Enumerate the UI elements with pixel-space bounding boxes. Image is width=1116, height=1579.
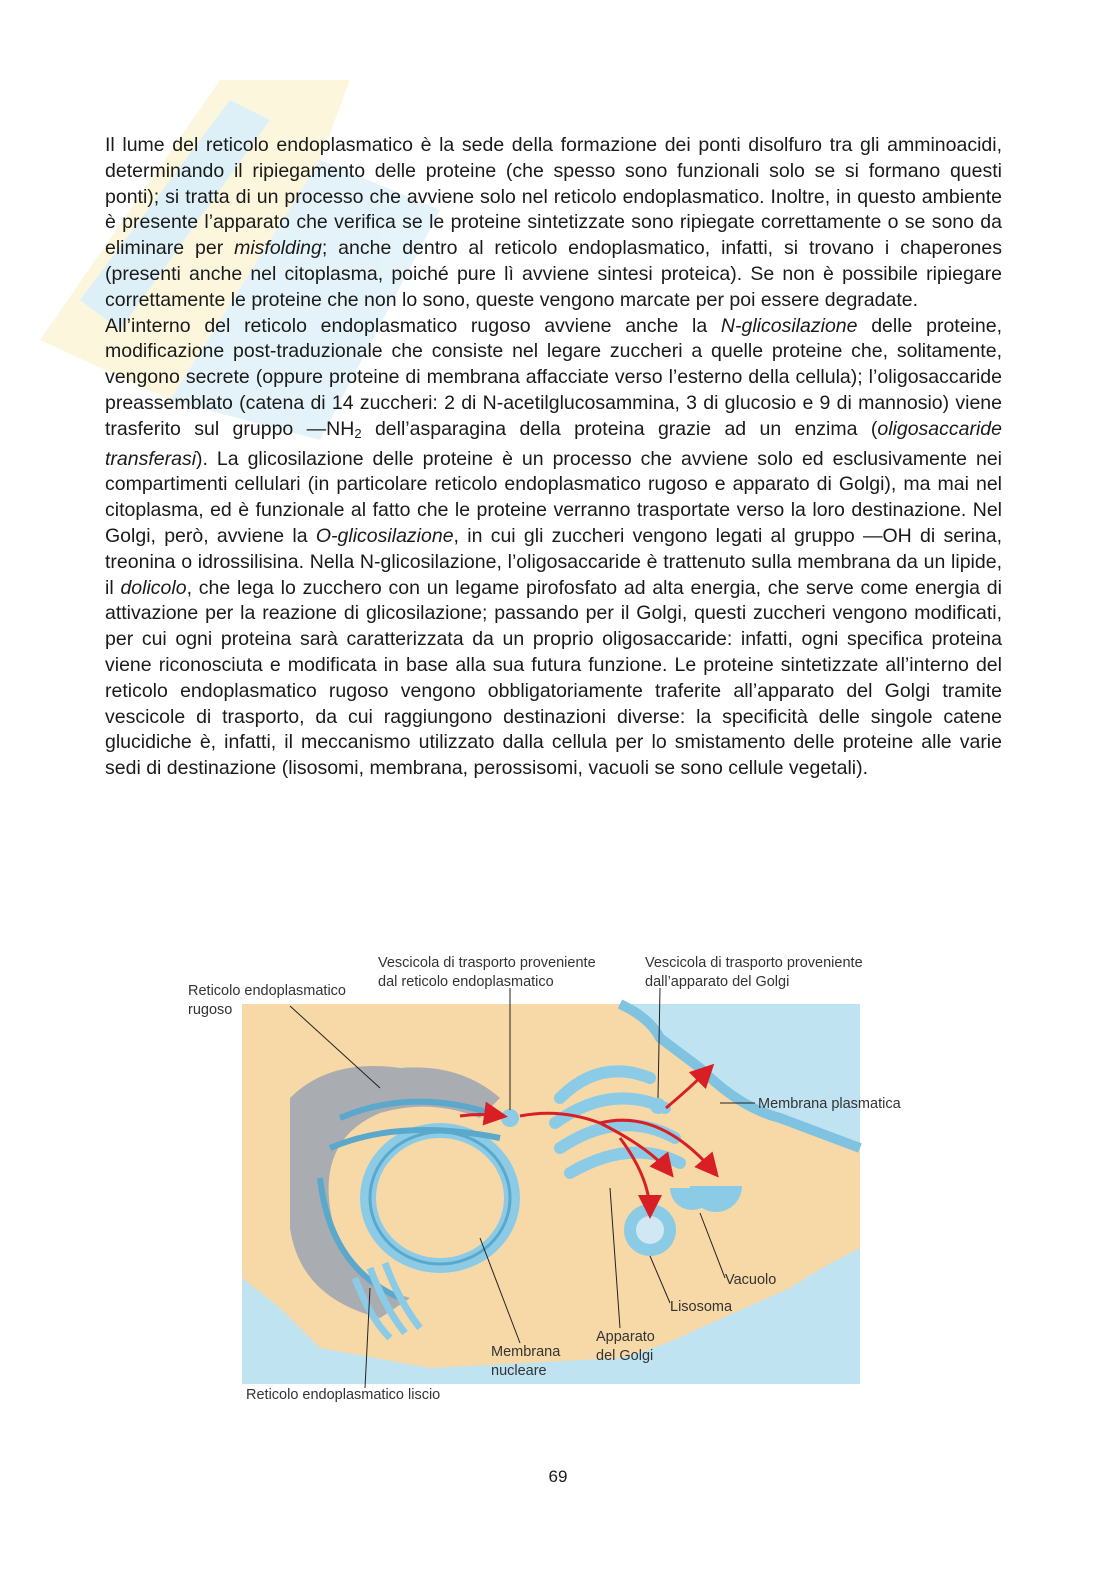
label-golgi: Apparato del Golgi: [596, 1329, 655, 1364]
red-arrow: [460, 1115, 502, 1117]
body-text: [105, 133, 1002, 782]
label-vacuole: Vacuolo: [725, 1272, 777, 1288]
label-nuclear-membrane: Membrana nucleare: [491, 1344, 561, 1379]
label-golgi-vesicle: Vescicola di trasporto proveniente dall’apparato del Golgi: [645, 955, 863, 990]
label-smooth-er: Reticolo endoplasmatico liscio: [246, 1387, 441, 1403]
label-plasma-membrane: Membrana plasmatica: [758, 1096, 901, 1112]
label-er-vesicle: Vescicola di trasporto proveniente dal reticolo endoplasmatico: [378, 955, 596, 990]
paragraph-1: Il lume del reticolo endoplasmatico è la sede della formazione dei ponti disolfuro tra gli amminoacidi, determinando il ripiegamento delle proteine (che spesso sono funzionali solo se si formano questi ponti); si tratta di un processo che avviene solo nel reticolo endoplasmatico. Inoltre, in questo ambiente è presente l’apparato che verifica se le proteine sintetizzate sono ripiegate correttamente o se sono da eliminare per misfolding; anche dentro al reticolo endoplasmatico, infatti, si trovano i chaperones (presenti anche nel citoplasma, poiché pure lì avviene sintesi proteica). Se non è possibile ripiegare correttamente le proteine che non lo sono, queste vengono marcate per poi essere degradate.: [105, 134, 1002, 311]
page-number: 69: [548, 1467, 568, 1486]
nucleus: [376, 1138, 504, 1258]
cell-diagram: [180, 948, 940, 1408]
er-transport-vesicle: [501, 1109, 519, 1127]
golgi-transport-vesicle: [650, 1098, 666, 1114]
paragraph-2: All’interno del reticolo endoplasmatico rugoso avviene anche la N-glicosilazione delle proteine, modificazione post-traduzionale che consiste nel legare zuccheri a quelle proteine che, solitamente, vengono secrete (oppure proteine di membrana affacciate verso l’esterno della cellula); l’oligosaccaride preassemblato (catena di 14 zuccheri: 2 di N-acetilglucosammina, 3 di glucosio e 9 di mannosio) viene trasferito sul gruppo $—NH_2$ dell’asparagina della proteina grazie ad un enzima (oligosaccaride transferasi). La glicosilazione delle proteine è un processo che avviene solo ed esclusivamente nei compartimenti cellulari (in particolare reticolo endoplasmatico rugoso e apparato di Golgi), ma mai nel citoplasma, ed è funzionale al fatto che le proteine verranno trasportate verso la loro destinazione. Nel Golgi, però, avviene la O-glicosilazione, in cui gli zuccheri vengono legati al gruppo —OH di serina, treonina o idrossilisina. Nella N-glicosilazione, l’oligosaccaride è trattenuto sulla membrana da un lipide, il dolicolo, che lega lo zucchero con un legame pirofosfato ad alta energia, che serve come energia di attivazione per la reazione di glicosilazione; passando per il Golgi, questi zuccheri vengono modificati, per cui ogni proteina sarà caratterizzata da un proprio oligosaccaride: infatti, ogni specifica proteina viene riconosciuta e modificata in base alla sua futura funzione. Le proteine sintetizzate all’interno del reticolo endoplasmatico rugoso vengono obbligatoriamente traferite all’apparato del Golgi tramite vescicole di trasporto, da cui raggiungono destinazioni diverse: la specificità delle singole catene glucidiche è, infatti, il meccanismo utilizzato dalla cellula per lo smistamento delle proteine alle varie sedi di destinazione (lisosomi, membrana, perossisomi, vacuoli se sono cellule vegetali).: [105, 314, 1003, 780]
label-lysosome: Lisosoma: [670, 1299, 733, 1315]
label-rough-er: Reticolo endoplasmatico rugoso: [188, 983, 346, 1018]
